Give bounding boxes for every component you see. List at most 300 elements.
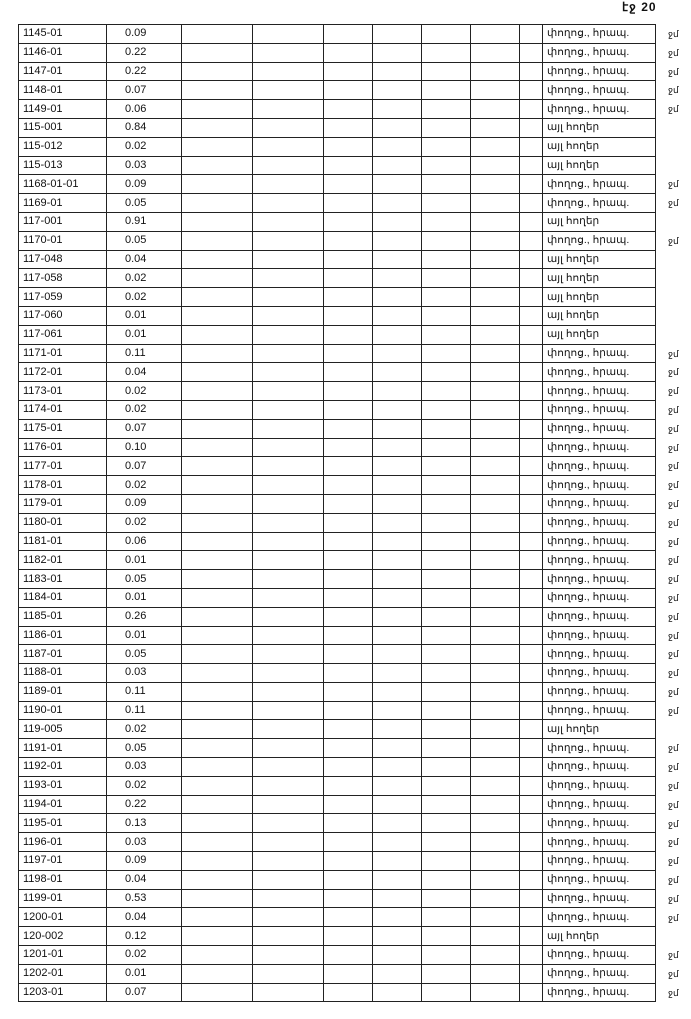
empty-cell: [253, 795, 324, 814]
empty-cell: [471, 870, 520, 889]
empty-cell: [182, 344, 253, 363]
empty-cell: [422, 946, 471, 965]
empty-cell: [324, 513, 373, 532]
empty-cell: [324, 100, 373, 119]
parcel-area: 0.01: [107, 626, 182, 645]
empty-cell: [324, 288, 373, 307]
parcel-area: 0.12: [107, 927, 182, 946]
parcel-code: 1148-01: [19, 81, 107, 100]
empty-cell: [471, 438, 520, 457]
parcel-area: 0.13: [107, 814, 182, 833]
table-row: [19, 344, 656, 363]
empty-cell: [253, 551, 324, 570]
empty-cell: [373, 795, 422, 814]
land-use: փողոց., հրապ.: [543, 400, 656, 419]
empty-cell: [182, 156, 253, 175]
empty-cell: [182, 288, 253, 307]
empty-cell: [182, 588, 253, 607]
empty-cell: [182, 100, 253, 119]
empty-cell: [520, 438, 543, 457]
empty-cell: [520, 626, 543, 645]
empty-cell: [253, 419, 324, 438]
empty-cell: [182, 25, 253, 44]
empty-cell: [182, 532, 253, 551]
empty-cell: [253, 682, 324, 701]
empty-cell: [373, 325, 422, 344]
table-row: [19, 231, 656, 250]
empty-cell: [324, 946, 373, 965]
parcel-code: 1193-01: [19, 776, 107, 795]
parcel-area: 0.01: [107, 964, 182, 983]
table-row: [19, 438, 656, 457]
empty-cell: [182, 758, 253, 777]
row-mark: ջմ: [668, 179, 679, 190]
empty-cell: [324, 400, 373, 419]
empty-cell: [520, 325, 543, 344]
empty-cell: [253, 194, 324, 213]
empty-cell: [520, 852, 543, 871]
row-mark: ջմ: [668, 630, 679, 641]
empty-cell: [373, 288, 422, 307]
land-use: փողոց., հրապ.: [543, 476, 656, 495]
empty-cell: [422, 758, 471, 777]
empty-cell: [182, 739, 253, 758]
parcel-area: 0.84: [107, 118, 182, 137]
parcel-area: 0.91: [107, 212, 182, 231]
empty-cell: [373, 62, 422, 81]
empty-cell: [520, 250, 543, 269]
row-mark: ջմ: [668, 461, 679, 472]
empty-cell: [520, 588, 543, 607]
empty-cell: [520, 288, 543, 307]
row-mark: ջմ: [668, 29, 679, 39]
parcel-area: 0.05: [107, 194, 182, 213]
empty-cell: [520, 664, 543, 683]
parcel-code: 1171-01: [19, 344, 107, 363]
empty-cell: [471, 81, 520, 100]
empty-cell: [324, 62, 373, 81]
empty-cell: [520, 758, 543, 777]
empty-cell: [253, 494, 324, 513]
parcel-area: 0.04: [107, 250, 182, 269]
empty-cell: [253, 701, 324, 720]
parcel-area: 0.09: [107, 25, 182, 44]
empty-cell: [471, 137, 520, 156]
empty-cell: [253, 946, 324, 965]
empty-cell: [253, 532, 324, 551]
empty-cell: [422, 212, 471, 231]
empty-cell: [471, 532, 520, 551]
empty-cell: [373, 306, 422, 325]
empty-cell: [182, 889, 253, 908]
empty-cell: [471, 175, 520, 194]
parcel-area: 0.11: [107, 682, 182, 701]
empty-cell: [324, 626, 373, 645]
parcel-area: 0.07: [107, 457, 182, 476]
parcel-code: 117-060: [19, 306, 107, 325]
empty-cell: [182, 325, 253, 344]
empty-cell: [182, 664, 253, 683]
table-row: [19, 400, 656, 419]
parcel-code: 1146-01: [19, 43, 107, 62]
empty-cell: [373, 664, 422, 683]
empty-cell: [182, 645, 253, 664]
parcel-code: 115-013: [19, 156, 107, 175]
land-use: փողոց., հրապ.: [543, 626, 656, 645]
empty-cell: [471, 25, 520, 44]
empty-cell: [324, 344, 373, 363]
empty-cell: [253, 344, 324, 363]
empty-cell: [471, 701, 520, 720]
empty-cell: [520, 212, 543, 231]
empty-cell: [422, 306, 471, 325]
empty-cell: [373, 964, 422, 983]
empty-cell: [471, 231, 520, 250]
empty-cell: [182, 607, 253, 626]
empty-cell: [182, 419, 253, 438]
table-row: [19, 814, 656, 833]
empty-cell: [253, 645, 324, 664]
empty-cell: [520, 62, 543, 81]
empty-cell: [520, 927, 543, 946]
empty-cell: [182, 908, 253, 927]
empty-cell: [422, 156, 471, 175]
table-row: [19, 833, 656, 852]
empty-cell: [182, 137, 253, 156]
empty-cell: [520, 382, 543, 401]
empty-cell: [373, 983, 422, 1002]
row-mark: ջմ: [668, 348, 679, 359]
empty-cell: [182, 306, 253, 325]
empty-cell: [520, 194, 543, 213]
empty-cell: [422, 814, 471, 833]
empty-cell: [422, 476, 471, 495]
empty-cell: [520, 513, 543, 532]
parcel-code: 1145-01: [19, 25, 107, 44]
empty-cell: [520, 419, 543, 438]
empty-cell: [253, 269, 324, 288]
empty-cell: [373, 419, 422, 438]
parcel-area: 0.02: [107, 382, 182, 401]
parcel-area: 0.05: [107, 570, 182, 589]
parcel-code: 1184-01: [19, 588, 107, 607]
empty-cell: [520, 175, 543, 194]
empty-cell: [324, 457, 373, 476]
table-row: [19, 946, 656, 965]
table-row: [19, 964, 656, 983]
parcel-code: 119-005: [19, 720, 107, 739]
empty-cell: [182, 814, 253, 833]
empty-cell: [471, 325, 520, 344]
empty-cell: [253, 758, 324, 777]
empty-cell: [324, 852, 373, 871]
parcel-area: 0.01: [107, 588, 182, 607]
empty-cell: [520, 607, 543, 626]
empty-cell: [253, 720, 324, 739]
empty-cell: [520, 81, 543, 100]
empty-cell: [373, 852, 422, 871]
parcel-code: 1176-01: [19, 438, 107, 457]
table-row: [19, 739, 656, 758]
empty-cell: [422, 438, 471, 457]
empty-cell: [324, 382, 373, 401]
empty-cell: [471, 570, 520, 589]
land-use: փողոց., հրապ.: [543, 532, 656, 551]
empty-cell: [471, 382, 520, 401]
empty-cell: [422, 344, 471, 363]
land-use: փողոց., հրապ.: [543, 194, 656, 213]
empty-cell: [422, 400, 471, 419]
empty-cell: [253, 513, 324, 532]
empty-cell: [253, 626, 324, 645]
parcel-code: 117-061: [19, 325, 107, 344]
table-row: [19, 325, 656, 344]
parcel-area: 0.04: [107, 908, 182, 927]
empty-cell: [471, 476, 520, 495]
empty-cell: [422, 983, 471, 1002]
empty-cell: [253, 739, 324, 758]
empty-cell: [253, 81, 324, 100]
empty-cell: [324, 43, 373, 62]
empty-cell: [422, 325, 471, 344]
parcel-area: 0.53: [107, 889, 182, 908]
row-mark: ջմ: [668, 517, 679, 528]
table-row: [19, 269, 656, 288]
parcel-code: 1178-01: [19, 476, 107, 495]
empty-cell: [422, 118, 471, 137]
empty-cell: [520, 682, 543, 701]
row-mark: ջմ: [668, 66, 679, 77]
empty-cell: [471, 664, 520, 683]
empty-cell: [324, 833, 373, 852]
empty-cell: [182, 43, 253, 62]
table-row: [19, 457, 656, 476]
empty-cell: [253, 212, 324, 231]
empty-cell: [422, 739, 471, 758]
empty-cell: [422, 231, 471, 250]
land-use: փողոց., հրապ.: [543, 438, 656, 457]
table-row: [19, 570, 656, 589]
empty-cell: [520, 457, 543, 476]
parcel-code: 1149-01: [19, 100, 107, 119]
table-row: [19, 212, 656, 231]
empty-cell: [422, 288, 471, 307]
row-mark: ջմ: [668, 405, 679, 415]
empty-cell: [520, 532, 543, 551]
empty-cell: [324, 363, 373, 382]
empty-cell: [253, 382, 324, 401]
empty-cell: [373, 494, 422, 513]
land-use: փողոց., հրապ.: [543, 363, 656, 382]
land-use: փողոց., հրապ.: [543, 551, 656, 570]
table-row: [19, 908, 656, 927]
empty-cell: [471, 626, 520, 645]
empty-cell: [182, 946, 253, 965]
empty-cell: [520, 400, 543, 419]
parcel-area: 0.07: [107, 983, 182, 1002]
parcel-code: 1198-01: [19, 870, 107, 889]
land-use: փողոց., հրապ.: [543, 833, 656, 852]
row-mark: ջմ: [668, 104, 679, 115]
empty-cell: [182, 494, 253, 513]
row-mark: ջմ: [668, 969, 679, 979]
parcel-code: 117-058: [19, 269, 107, 288]
parcel-area: 0.06: [107, 100, 182, 119]
parcel-code: 1173-01: [19, 382, 107, 401]
empty-cell: [182, 776, 253, 795]
land-use: փողոց., հրապ.: [543, 739, 656, 758]
empty-cell: [471, 250, 520, 269]
empty-cell: [253, 62, 324, 81]
land-use: փողոց., հրապ.: [543, 419, 656, 438]
land-use: փողոց., հրապ.: [543, 682, 656, 701]
land-use: փողոց., հրապ.: [543, 664, 656, 683]
row-mark: ջմ: [668, 668, 679, 679]
parcel-code: 1192-01: [19, 758, 107, 777]
table-row: [19, 588, 656, 607]
empty-cell: [471, 758, 520, 777]
parcel-area: 0.07: [107, 81, 182, 100]
land-use: փողոց., հրապ.: [543, 983, 656, 1002]
parcel-area: 0.05: [107, 739, 182, 758]
land-use: փողոց., հրապ.: [543, 344, 656, 363]
land-use: փողոց., հրապ.: [543, 852, 656, 871]
empty-cell: [182, 626, 253, 645]
empty-cell: [422, 100, 471, 119]
empty-cell: [253, 870, 324, 889]
empty-cell: [253, 776, 324, 795]
empty-cell: [471, 983, 520, 1002]
empty-cell: [253, 363, 324, 382]
empty-cell: [324, 118, 373, 137]
empty-cell: [373, 814, 422, 833]
empty-cell: [422, 43, 471, 62]
row-mark: ջմ: [668, 442, 679, 453]
empty-cell: [324, 231, 373, 250]
empty-cell: [253, 852, 324, 871]
parcel-code: 120-002: [19, 927, 107, 946]
table-row: [19, 532, 656, 551]
empty-cell: [324, 758, 373, 777]
empty-cell: [471, 306, 520, 325]
empty-cell: [422, 776, 471, 795]
parcel-code: 1188-01: [19, 664, 107, 683]
table-row: [19, 664, 656, 683]
empty-cell: [253, 889, 324, 908]
empty-cell: [373, 607, 422, 626]
land-use: այլ հողեր: [543, 288, 656, 307]
table-row: [19, 25, 656, 44]
land-use: փողոց., հրապ.: [543, 43, 656, 62]
empty-cell: [182, 551, 253, 570]
table-row: [19, 720, 656, 739]
empty-cell: [324, 532, 373, 551]
empty-cell: [373, 175, 422, 194]
empty-cell: [324, 682, 373, 701]
empty-cell: [373, 476, 422, 495]
empty-cell: [471, 682, 520, 701]
parcel-code: 117-059: [19, 288, 107, 307]
row-mark: ջմ: [668, 367, 679, 378]
empty-cell: [373, 363, 422, 382]
empty-cell: [422, 870, 471, 889]
empty-cell: [182, 870, 253, 889]
land-use: փողոց., հրապ.: [543, 457, 656, 476]
empty-cell: [520, 814, 543, 833]
empty-cell: [373, 588, 422, 607]
empty-cell: [324, 720, 373, 739]
page-number: էջ 20: [622, 0, 657, 14]
empty-cell: [253, 400, 324, 419]
row-mark: ջմ: [668, 649, 679, 660]
empty-cell: [471, 457, 520, 476]
empty-cell: [253, 288, 324, 307]
parcel-area: 0.03: [107, 833, 182, 852]
row-mark: ջմ: [668, 950, 679, 961]
land-use: փողոց., հրապ.: [543, 231, 656, 250]
empty-cell: [373, 513, 422, 532]
parcel-area: 0.03: [107, 664, 182, 683]
empty-cell: [422, 720, 471, 739]
parcel-code: 1181-01: [19, 532, 107, 551]
empty-cell: [373, 739, 422, 758]
table-row: [19, 852, 656, 871]
empty-cell: [373, 137, 422, 156]
empty-cell: [422, 607, 471, 626]
table-row: [19, 682, 656, 701]
parcel-code: 1174-01: [19, 400, 107, 419]
empty-cell: [373, 156, 422, 175]
empty-cell: [253, 814, 324, 833]
parcel-area: 0.22: [107, 62, 182, 81]
empty-cell: [373, 250, 422, 269]
land-use: այլ հողեր: [543, 325, 656, 344]
land-use: այլ հողեր: [543, 156, 656, 175]
empty-cell: [253, 306, 324, 325]
land-use: փողոց., հրապ.: [543, 795, 656, 814]
empty-cell: [324, 419, 373, 438]
empty-cell: [182, 476, 253, 495]
empty-cell: [471, 739, 520, 758]
empty-cell: [182, 513, 253, 532]
empty-cell: [520, 908, 543, 927]
table-row: [19, 607, 656, 626]
empty-cell: [471, 946, 520, 965]
empty-cell: [422, 175, 471, 194]
parcel-area: 0.10: [107, 438, 182, 457]
land-use: փողոց., հրապ.: [543, 81, 656, 100]
empty-cell: [324, 664, 373, 683]
empty-cell: [373, 927, 422, 946]
empty-cell: [373, 758, 422, 777]
row-mark: ջմ: [668, 480, 679, 491]
empty-cell: [373, 645, 422, 664]
parcel-area: 0.02: [107, 137, 182, 156]
empty-cell: [253, 964, 324, 983]
parcel-area: 0.02: [107, 288, 182, 307]
empty-cell: [471, 344, 520, 363]
table-row: [19, 626, 656, 645]
parcel-area: 0.01: [107, 551, 182, 570]
row-mark: ջմ: [668, 762, 679, 773]
empty-cell: [324, 607, 373, 626]
parcel-area: 0.02: [107, 946, 182, 965]
land-use: փողոց., հրապ.: [543, 758, 656, 777]
parcel-area: 0.07: [107, 419, 182, 438]
parcel-code: 1177-01: [19, 457, 107, 476]
empty-cell: [422, 494, 471, 513]
parcel-area: 0.02: [107, 513, 182, 532]
